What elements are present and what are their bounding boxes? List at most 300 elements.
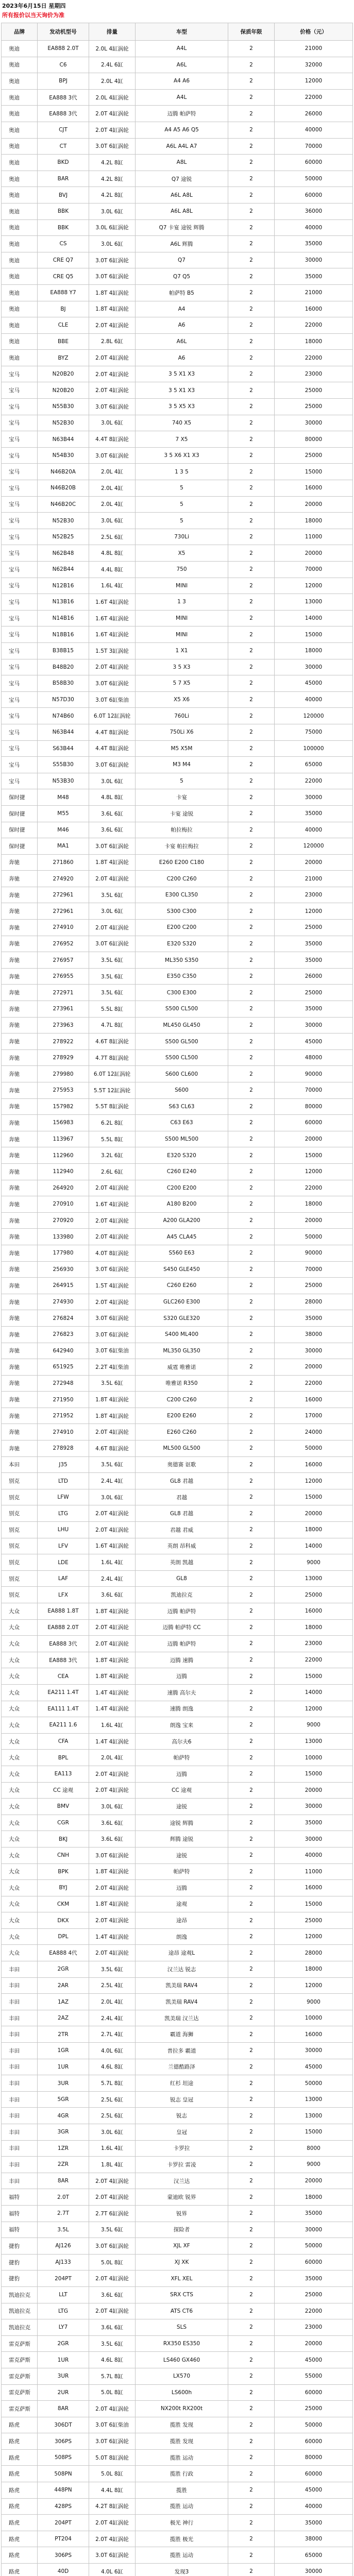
- table-row: [2, 1099, 353, 1115]
- table-row: [2, 2043, 353, 2059]
- vehicle-model-cell: MINI: [136, 611, 228, 626]
- warranty-cell: 2: [228, 952, 275, 968]
- brand-cell: 丰田: [2, 1994, 38, 2010]
- engine-model-cell: 271952: [38, 1408, 89, 1424]
- warranty-cell: 2: [228, 41, 275, 57]
- price-cell: 12000: [275, 903, 353, 919]
- table-row: [2, 806, 353, 822]
- price-cell: 35000: [275, 1310, 353, 1326]
- price-cell: 26000: [275, 106, 353, 122]
- displacement-cell: 2.7T 6缸涡轮: [89, 2206, 136, 2222]
- engine-model-cell: EA111 1.4T: [38, 1701, 89, 1717]
- engine-model-cell: BKD: [38, 155, 89, 171]
- brand-cell: 丰田: [2, 2108, 38, 2124]
- table-row: [2, 448, 353, 464]
- table-row: [2, 1196, 353, 1213]
- displacement-cell: 2.0T 4缸涡轮: [89, 2515, 136, 2531]
- table-row: [2, 1522, 353, 1538]
- warranty-cell: 2: [228, 1896, 275, 1912]
- brand-cell: 奔驰: [2, 1050, 38, 1066]
- vehicle-model-cell: E350 C350: [136, 969, 228, 985]
- warranty-cell: 2: [228, 1229, 275, 1245]
- table-row: [2, 562, 353, 578]
- table-row: [2, 1066, 353, 1082]
- engine-model-cell: 273963: [38, 1018, 89, 1033]
- brand-cell: 大众: [2, 1734, 38, 1750]
- price-cell: 16000: [275, 2026, 353, 2042]
- engine-model-cell: N63B44: [38, 724, 89, 740]
- vehicle-model-cell: A6: [136, 350, 228, 366]
- brand-cell: 奥迪: [2, 57, 38, 73]
- engine-model-cell: BPL: [38, 1750, 89, 1766]
- displacement-cell: 1.8T 4缸涡轮: [89, 1392, 136, 1408]
- price-cell: 16000: [275, 480, 353, 496]
- table-row: [2, 1001, 353, 1018]
- engine-model-cell: 276955: [38, 969, 89, 985]
- warranty-cell: 2: [228, 1294, 275, 1310]
- brand-cell: 宝马: [2, 366, 38, 382]
- displacement-cell: 4.4T 8缸涡轮: [89, 431, 136, 447]
- table-row: [2, 1033, 353, 1050]
- table-row: [2, 1213, 353, 1229]
- displacement-cell: 3.2L 6缸: [89, 1147, 136, 1163]
- table-row: [2, 1392, 353, 1408]
- price-cell: 25000: [275, 2287, 353, 2303]
- brand-cell: 路虎: [2, 2515, 38, 2531]
- vehicle-model-cell: A6L: [136, 334, 228, 350]
- displacement-cell: 3.0T 6缸涡轮: [89, 268, 136, 284]
- displacement-cell: 3.5L 6缸: [89, 2336, 136, 2352]
- displacement-cell: 2.0T 4缸涡轮: [89, 1912, 136, 1928]
- table-row: [2, 626, 353, 643]
- price-cell: 28000: [275, 1294, 353, 1310]
- brand-cell: 宝马: [2, 675, 38, 691]
- vehicle-model-cell: 霸道 海狮: [136, 2026, 228, 2042]
- displacement-cell: 4.7T 8缸涡轮: [89, 1050, 136, 1066]
- vehicle-model-cell: 卡宴 帕拉梅拉: [136, 838, 228, 854]
- displacement-cell: 2.0T 4缸涡轮: [89, 1783, 136, 1799]
- price-cell: 23000: [275, 366, 353, 382]
- warranty-cell: 2: [228, 448, 275, 464]
- vehicle-model-cell: 奥德赛 讴歌: [136, 1457, 228, 1473]
- brand-cell: 福特: [2, 2206, 38, 2222]
- price-cell: 25000: [275, 920, 353, 936]
- table-row: [2, 1050, 353, 1066]
- displacement-cell: 2.0L 4缸涡轮: [89, 41, 136, 57]
- engine-model-cell: LDE: [38, 1554, 89, 1570]
- price-cell: 30000: [275, 252, 353, 268]
- displacement-cell: 3.0T 6缸涡轮: [89, 399, 136, 415]
- warranty-cell: 2: [228, 757, 275, 773]
- displacement-cell: 5.5L 8缸: [89, 1001, 136, 1017]
- brand-cell: 宝马: [2, 480, 38, 496]
- displacement-cell: 3.0L 6缸: [89, 1799, 136, 1815]
- warranty-cell: 2: [228, 1001, 275, 1017]
- vehicle-model-cell: S500 ML500: [136, 1131, 228, 1147]
- engine-model-cell: EA888 2.0T: [38, 41, 89, 57]
- engine-model-cell: BMV: [38, 1799, 89, 1815]
- warranty-cell: 2: [228, 2433, 275, 2449]
- vehicle-model-cell: S400 ML400: [136, 1327, 228, 1343]
- table-row: [2, 41, 353, 57]
- vehicle-model-cell: 红杉 坦途: [136, 2075, 228, 2091]
- warranty-cell: 2: [228, 1489, 275, 1505]
- brand-cell: 路虎: [2, 2547, 38, 2563]
- engine-model-cell: 306PS: [38, 2433, 89, 2449]
- brand-cell: 奥迪: [2, 252, 38, 268]
- brand-cell: 大众: [2, 1815, 38, 1831]
- price-cell: 35000: [275, 952, 353, 968]
- table-row: [2, 480, 353, 497]
- brand-cell: 路虎: [2, 2482, 38, 2498]
- vehicle-model-cell: 汉兰达 锐志: [136, 1961, 228, 1977]
- engine-model-cell: 112940: [38, 1164, 89, 1180]
- displacement-cell: 3.0T 6缸涡轮: [89, 757, 136, 773]
- vehicle-model-cell: 普拉多 霸道: [136, 2043, 228, 2059]
- vehicle-model-cell: E320 S320: [136, 936, 228, 952]
- brand-cell: 捷豹: [2, 2238, 38, 2254]
- warranty-cell: 2: [228, 626, 275, 642]
- vehicle-model-cell: A4L: [136, 41, 228, 57]
- vehicle-model-cell: ATS CT6: [136, 2303, 228, 2319]
- price-cell: 22000: [275, 1376, 353, 1392]
- table-row: [2, 1440, 353, 1457]
- displacement-cell: 5.0T 8缸涡轮: [89, 2450, 136, 2466]
- vehicle-model-cell: A45 CLA45: [136, 1229, 228, 1245]
- warranty-cell: 2: [228, 2515, 275, 2531]
- table-row: [2, 1473, 353, 1489]
- warranty-cell: 2: [228, 90, 275, 106]
- displacement-cell: 2.0T 4缸涡轮: [89, 1945, 136, 1961]
- warranty-cell: 2: [228, 2075, 275, 2091]
- displacement-cell: 2.0T 4缸涡轮: [89, 1213, 136, 1229]
- price-cell: 28000: [275, 1945, 353, 1961]
- brand-cell: 雷克萨斯: [2, 2368, 38, 2384]
- displacement-cell: 1.6L 4缸: [89, 1717, 136, 1733]
- table-row: [2, 578, 353, 595]
- warranty-cell: 2: [228, 969, 275, 985]
- vehicle-model-cell: 锐志: [136, 2108, 228, 2124]
- vehicle-model-cell: S63 CL63: [136, 1099, 228, 1115]
- engine-model-cell: N62B48: [38, 545, 89, 561]
- vehicle-model-cell: Q7: [136, 252, 228, 268]
- vehicle-model-cell: 帕拉梅拉: [136, 822, 228, 838]
- table-row: [2, 171, 353, 188]
- brand-cell: 奥迪: [2, 204, 38, 219]
- table-row: [2, 1652, 353, 1669]
- displacement-cell: 2.0T 4缸涡轮: [89, 1880, 136, 1896]
- engine-model-cell: 156983: [38, 1115, 89, 1131]
- warranty-cell: 2: [228, 382, 275, 398]
- price-cell: 50000: [275, 2417, 353, 2433]
- price-cell: 45000: [275, 2482, 353, 2498]
- brand-cell: 奔驰: [2, 1294, 38, 1310]
- displacement-cell: 1.6T 4缸涡轮: [89, 626, 136, 642]
- brand-cell: 大众: [2, 1945, 38, 1961]
- price-cell: 40000: [275, 1848, 353, 1863]
- warranty-cell: 2: [228, 2270, 275, 2286]
- displacement-cell: 3.0T 6缸涡轮: [89, 936, 136, 952]
- price-cell: 70000: [275, 139, 353, 155]
- price-cell: 40000: [275, 220, 353, 236]
- vehicle-model-cell: 揽胜 行政: [136, 2466, 228, 2482]
- warranty-cell: 2: [228, 1018, 275, 1033]
- warranty-cell: 2: [228, 773, 275, 789]
- warranty-cell: 2: [228, 252, 275, 268]
- warranty-cell: 2: [228, 887, 275, 903]
- price-cell: 45000: [275, 1033, 353, 1049]
- engine-model-cell: 3UR: [38, 2075, 89, 2091]
- vehicle-model-cell: 蒙迪欧 锐界: [136, 2189, 228, 2205]
- price-cell: 35000: [275, 1001, 353, 1017]
- table-row: [2, 1131, 353, 1148]
- price-cell: 50000: [275, 1229, 353, 1245]
- warranty-cell: 2: [228, 822, 275, 838]
- vehicle-model-cell: SRX CTS: [136, 2287, 228, 2303]
- vehicle-model-cell: M3 M4: [136, 757, 228, 773]
- brand-cell: 奔驰: [2, 920, 38, 936]
- engine-model-cell: 264920: [38, 1180, 89, 1196]
- displacement-cell: 3.5L 6缸: [89, 2222, 136, 2238]
- brand-cell: 宝马: [2, 399, 38, 415]
- vehicle-model-cell: 揽胜 发现: [136, 2417, 228, 2433]
- price-cell: 30000: [275, 415, 353, 431]
- brand-cell: 大众: [2, 1929, 38, 1945]
- displacement-cell: 1.4T 4缸涡轮: [89, 1734, 136, 1750]
- brand-cell: 奥迪: [2, 41, 38, 57]
- displacement-cell: 1.6L 4缸: [89, 2141, 136, 2157]
- engine-model-cell: EA888 3代: [38, 106, 89, 122]
- engine-model-cell: N14B16: [38, 611, 89, 626]
- price-cell: 18000: [275, 1522, 353, 1538]
- warranty-cell: 2: [228, 2238, 275, 2254]
- table-row: [2, 399, 353, 415]
- warranty-cell: 2: [228, 1457, 275, 1473]
- brand-cell: 奔驰: [2, 1408, 38, 1424]
- warranty-cell: 2: [228, 1050, 275, 1066]
- table-row: [2, 1668, 353, 1685]
- engine-model-cell: N12B16: [38, 578, 89, 594]
- vehicle-model-cell: 1 3 5: [136, 464, 228, 480]
- warranty-cell: 2: [228, 871, 275, 887]
- table-row: [2, 594, 353, 611]
- warranty-cell: 2: [228, 2368, 275, 2384]
- price-cell: 17000: [275, 1408, 353, 1424]
- displacement-cell: 1.6L 4缸: [89, 578, 136, 594]
- displacement-cell: 3.0L 6缸: [89, 903, 136, 919]
- table-row: [2, 1929, 353, 1945]
- table-row: [2, 1245, 353, 1262]
- brand-cell: 奔驰: [2, 1310, 38, 1326]
- engine-model-cell: CJT: [38, 122, 89, 138]
- vehicle-model-cell: 凯美瑞 RAV4: [136, 1978, 228, 1994]
- price-cell: 32000: [275, 57, 353, 73]
- engine-model-cell: CRE Q5: [38, 268, 89, 284]
- price-cell: 60000: [275, 2466, 353, 2482]
- vehicle-model-cell: 迈腾 帕萨特: [136, 1603, 228, 1619]
- price-cell: 120000: [275, 838, 353, 854]
- vehicle-model-cell: 锐志 皇冠: [136, 2092, 228, 2108]
- brand-cell: 丰田: [2, 2075, 38, 2091]
- engine-model-cell: 273961: [38, 1001, 89, 1017]
- warranty-cell: 2: [228, 1620, 275, 1636]
- vehicle-model-cell: 740 X5: [136, 415, 228, 431]
- brand-cell: 大众: [2, 1636, 38, 1652]
- table-row: [2, 431, 353, 448]
- price-cell: 22000: [275, 1652, 353, 1668]
- engine-model-cell: N55B30: [38, 399, 89, 415]
- engine-model-cell: AJ126: [38, 2238, 89, 2254]
- displacement-cell: 3.0L 6缸: [89, 1489, 136, 1505]
- brand-cell: 奥迪: [2, 317, 38, 333]
- price-cell: 12000: [275, 1701, 353, 1717]
- price-cell: 100000: [275, 741, 353, 757]
- table-row: [2, 1294, 353, 1311]
- warranty-cell: 2: [228, 464, 275, 480]
- displacement-cell: 5.0L 8缸: [89, 2385, 136, 2401]
- brand-cell: 奥迪: [2, 350, 38, 366]
- vehicle-model-cell: 揽胜 运动: [136, 2547, 228, 2563]
- displacement-cell: 2.0T 4缸涡轮: [89, 1636, 136, 1652]
- table-row: [2, 1685, 353, 1701]
- warranty-cell: 2: [228, 285, 275, 301]
- warranty-cell: 2: [228, 1099, 275, 1115]
- brand-cell: 奥迪: [2, 171, 38, 187]
- warranty-cell: 2: [228, 2026, 275, 2042]
- displacement-cell: 3.5L 6缸: [89, 985, 136, 1001]
- table-row: [2, 757, 353, 773]
- displacement-cell: 4.4T 8缸涡轮: [89, 741, 136, 757]
- warranty-cell: 2: [228, 1945, 275, 1961]
- brand-cell: 大众: [2, 1912, 38, 1928]
- warranty-cell: 2: [228, 1912, 275, 1928]
- displacement-cell: 3.0T 6缸柴油: [89, 2417, 136, 2433]
- vehicle-model-cell: 揽胜 极光: [136, 2531, 228, 2547]
- vehicle-model-cell: 朗逸 宝来: [136, 1717, 228, 1733]
- page-date: 2023年6月15日 星期四: [2, 3, 66, 9]
- engine-model-cell: CGR: [38, 1815, 89, 1831]
- vehicle-model-cell: 凯美瑞 RAV4: [136, 1994, 228, 2010]
- displacement-cell: 3.6L 6缸: [89, 1587, 136, 1603]
- price-cell: 35000: [275, 1815, 353, 1831]
- displacement-cell: 2.0T 4缸涡轮: [89, 1505, 136, 1521]
- engine-model-cell: 270920: [38, 1213, 89, 1229]
- warranty-cell: 2: [228, 2157, 275, 2173]
- engine-model-cell: 1GR: [38, 2043, 89, 2059]
- displacement-cell: 3.6L 6缸: [89, 2287, 136, 2303]
- engine-model-cell: 157982: [38, 1099, 89, 1115]
- displacement-cell: 3.6L 6缸: [89, 822, 136, 838]
- vehicle-model-cell: E200 C200: [136, 920, 228, 936]
- displacement-cell: 3.0L 6缸涡轮: [89, 220, 136, 236]
- table-row: [2, 2499, 353, 2515]
- brand-cell: 大众: [2, 1799, 38, 1815]
- engine-model-cell: 3UR: [38, 2368, 89, 2384]
- engine-model-cell: EA888 3代: [38, 1652, 89, 1668]
- vehicle-model-cell: 迈腾 速腾: [136, 1652, 228, 1668]
- displacement-cell: 2.0T 4缸涡轮: [89, 2531, 136, 2547]
- vehicle-model-cell: 3 5 X5 X3: [136, 399, 228, 415]
- vehicle-model-cell: C63 E63: [136, 1115, 228, 1131]
- displacement-cell: 2.0L 4缸涡轮: [89, 90, 136, 106]
- brand-cell: 别克: [2, 1538, 38, 1554]
- brand-cell: 宝马: [2, 611, 38, 626]
- warranty-cell: 2: [228, 301, 275, 317]
- displacement-cell: 2.5L 4缸: [89, 1978, 136, 1994]
- price-cell: 65000: [275, 757, 353, 773]
- vehicle-model-cell: A6L A4L A7: [136, 139, 228, 155]
- engine-model-cell: BYJ: [38, 1880, 89, 1896]
- vehicle-model-cell: 唯雅诺 R350: [136, 1376, 228, 1392]
- warranty-cell: 2: [228, 1864, 275, 1880]
- header-displacement: 排量: [89, 23, 136, 40]
- price-cell: 30000: [275, 2564, 353, 2576]
- displacement-cell: 3.0L 6缸: [89, 513, 136, 529]
- warranty-cell: 2: [228, 1538, 275, 1554]
- brand-cell: 奥迪: [2, 285, 38, 301]
- header-engine-model: 发动机型号: [38, 23, 89, 40]
- table-row: [2, 2433, 353, 2450]
- vehicle-model-cell: 锐界: [136, 2206, 228, 2222]
- displacement-cell: 2.4L 4缸: [89, 1571, 136, 1587]
- displacement-cell: 4.2L 8缸: [89, 155, 136, 171]
- vehicle-model-cell: 5: [136, 480, 228, 496]
- vehicle-model-cell: CC 途观: [136, 1783, 228, 1799]
- table-row: [2, 920, 353, 936]
- price-cell: 11000: [275, 1864, 353, 1880]
- table-row: [2, 1571, 353, 1587]
- displacement-cell: 4.2L 8缸: [89, 187, 136, 203]
- table-row: [2, 2450, 353, 2466]
- displacement-cell: 3.6L 6缸: [89, 2319, 136, 2335]
- brand-cell: 宝马: [2, 741, 38, 757]
- vehicle-model-cell: 君越: [136, 1489, 228, 1505]
- brand-cell: 丰田: [2, 2059, 38, 2075]
- price-cell: 30000: [275, 1799, 353, 1815]
- displacement-cell: 2.0T 4缸涡轮: [89, 871, 136, 887]
- brand-cell: 保时捷: [2, 822, 38, 838]
- vehicle-model-cell: 750: [136, 562, 228, 578]
- table-row: [2, 887, 353, 904]
- vehicle-model-cell: GL8 君越: [136, 1473, 228, 1489]
- price-cell: 15000: [275, 626, 353, 642]
- engine-model-cell: 5GR: [38, 2092, 89, 2108]
- table-row: [2, 1262, 353, 1278]
- price-cell: 35000: [275, 936, 353, 952]
- price-cell: 30000: [275, 1018, 353, 1033]
- brand-cell: 宝马: [2, 594, 38, 610]
- engine-model-cell: EA211 1.6: [38, 1717, 89, 1733]
- displacement-cell: 1.6T 4缸涡轮: [89, 611, 136, 626]
- vehicle-model-cell: 揽胜 发现: [136, 2433, 228, 2449]
- table-row: [2, 1376, 353, 1392]
- engine-model-cell: 3GR: [38, 2124, 89, 2140]
- vehicle-model-cell: 帕萨特: [136, 1864, 228, 1880]
- warranty-cell: 2: [228, 1603, 275, 1619]
- warranty-cell: 2: [228, 480, 275, 496]
- table-row: [2, 1147, 353, 1164]
- brand-cell: 奔驰: [2, 1262, 38, 1278]
- displacement-cell: 4.0L 6缸: [89, 2043, 136, 2059]
- engine-model-cell: BJ: [38, 301, 89, 317]
- vehicle-model-cell: 卡宴: [136, 789, 228, 805]
- engine-model-cell: EA888 1.8T: [38, 1603, 89, 1619]
- brand-cell: 奔驰: [2, 1018, 38, 1033]
- warranty-cell: 2: [228, 1473, 275, 1489]
- price-cell: 35000: [275, 2206, 353, 2222]
- price-cell: 25000: [275, 1587, 353, 1603]
- brand-cell: 别克: [2, 1505, 38, 1521]
